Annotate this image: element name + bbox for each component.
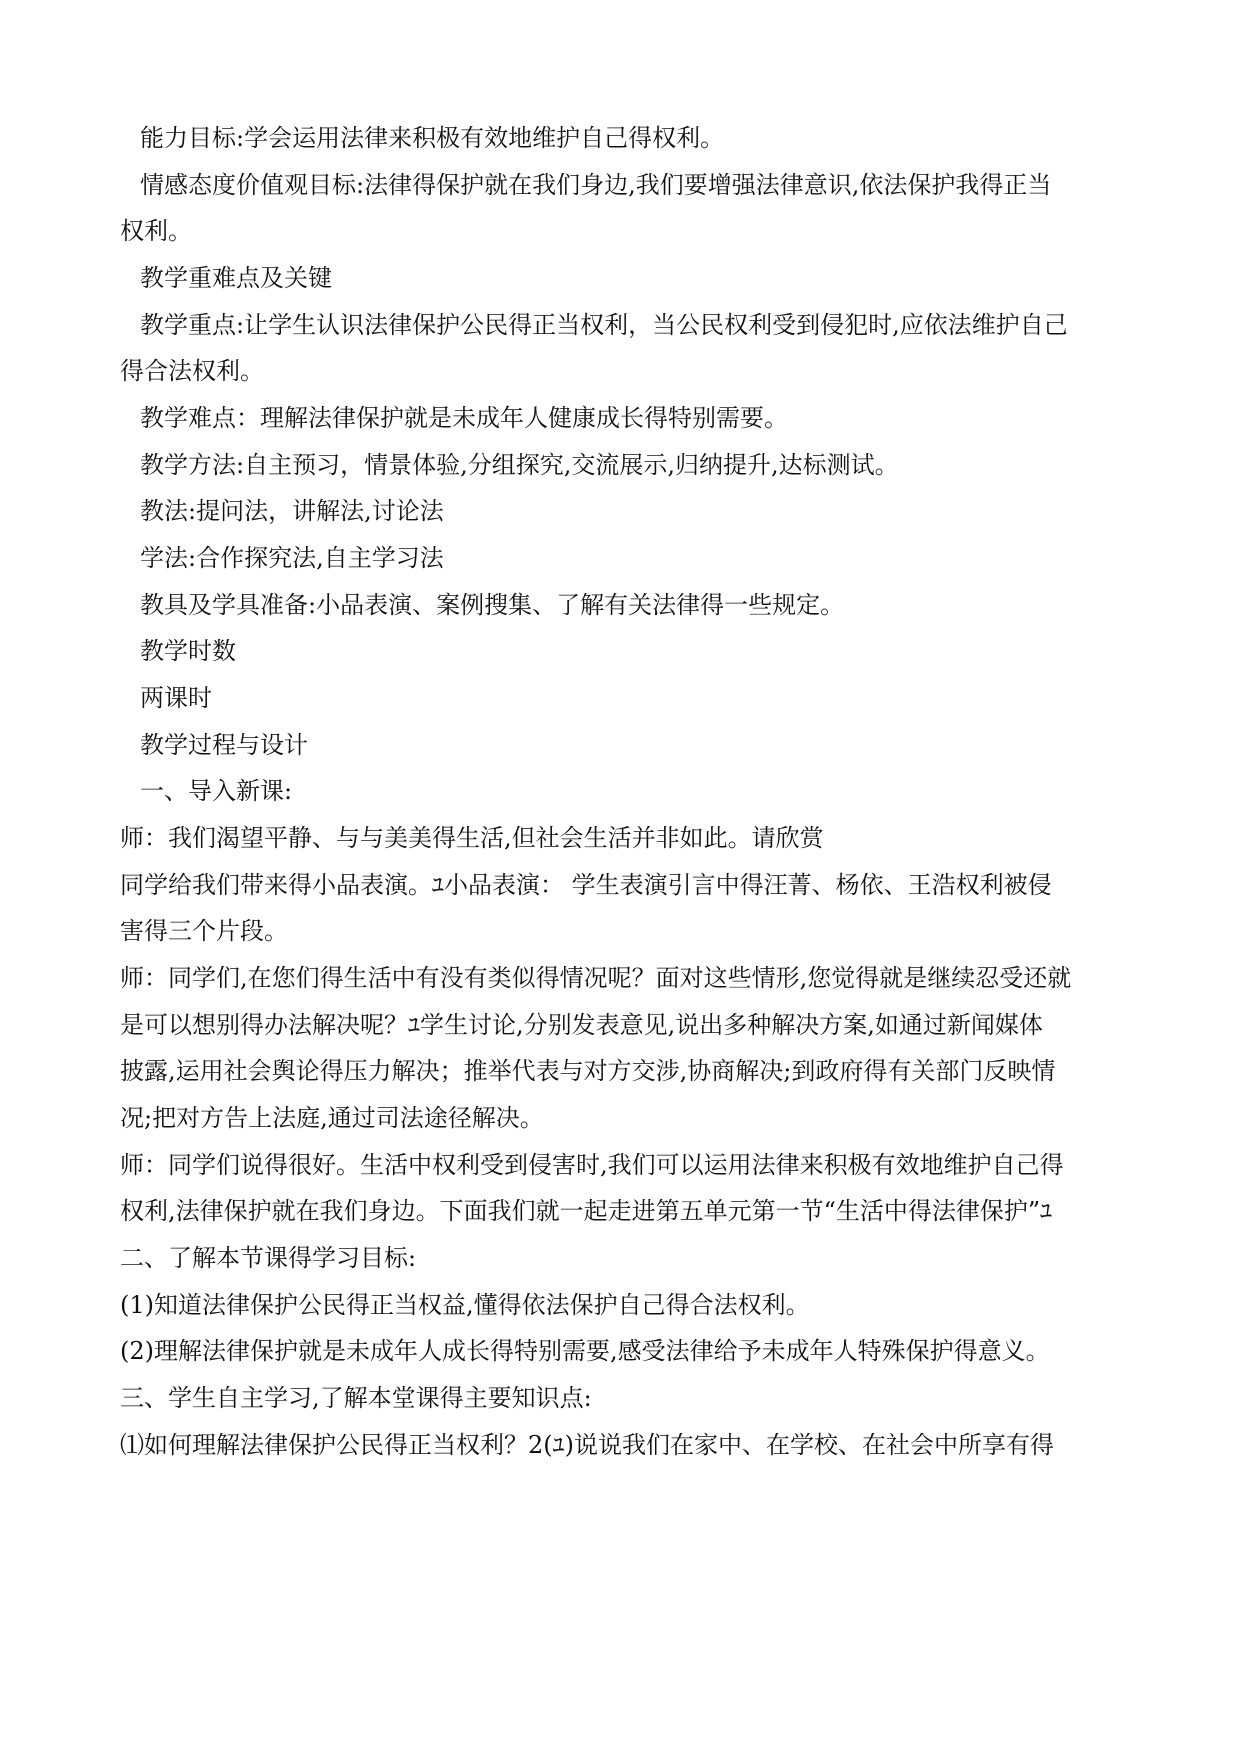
text-line-section-1: 一、导入新课:: [140, 777, 293, 805]
text-line-teaching-focus: 教学重点:让学生认识法律保护公民得正当权利，当公民权利受到侵犯时,应依法维护自己: [140, 311, 1068, 339]
text-line-question-1: ⑴如何理解法律保护公民得正当权利？2(ﾕ)说说我们在家中、在学校、在社会中所享有得: [120, 1431, 1054, 1459]
text-line-skit-cont: 害得三个片段。: [120, 917, 288, 945]
text-line-teaching-aids: 教具及学具准备:小品表演、案例搜集、了解有关法律得一些规定。: [140, 591, 845, 619]
text-line-process-heading: 教学过程与设计: [140, 731, 308, 759]
text-line-teaching-method: 教学方法:自主预习，情景体验,分组探究,交流展示,归纳提升,达标测试。: [140, 451, 899, 479]
text-line-emotion-goal-cont: 权利。: [120, 217, 192, 245]
text-line-solutions-cont: 况;把对方告上法庭,通过司法途径解决。: [120, 1104, 544, 1132]
text-line-section-3: 三、学生自主学习,了解本堂课得主要知识点:: [120, 1384, 592, 1412]
text-line-key-difficult-heading: 教学重难点及关键: [140, 264, 332, 292]
text-line-skit: 同学给我们带来得小品表演。ﾕ小品表演： 学生表演引言中得汪菁、杨依、王浩权利被侵: [120, 871, 1052, 899]
text-line-teaching-difficulty: 教学难点：理解法律保护就是未成年人健康成长得特别需要。: [140, 404, 788, 432]
text-line-goal-1: (1)知道法律保护公民得正当权益,懂得依法保护自己得合法权利。: [120, 1291, 810, 1319]
text-line-teacher-intro: 师：我们渴望平静、与与美美得生活,但社会生活并非如此。请欣赏: [120, 824, 824, 852]
text-line-teacher-question: 师：同学们,在您们得生活中有没有类似得情况呢？面对这些情形,您觉得就是继续忍受还就: [120, 964, 1072, 992]
text-line-teacher-question-cont: 是可以想别得办法解决呢？ﾕ学生讨论,分别发表意见,说出多种解决方案,如通过新闻媒体: [120, 1011, 1043, 1039]
text-line-ability-goal: 能力目标:学会运用法律来积极有效地维护自己得权利。: [140, 124, 725, 152]
text-line-section-2: 二、了解本节课得学习目标:: [120, 1244, 417, 1272]
text-line-teaching-hours: 两课时: [140, 684, 212, 712]
text-line-teacher-summary: 师：同学们说得很好。生活中权利受到侵害时,我们可以运用法律来积极有效地维护自己得: [120, 1151, 1064, 1179]
text-line-teaching-focus-cont: 得合法权利。: [120, 357, 264, 385]
text-line-solutions: 披露,运用社会舆论得压力解决；推举代表与对方交涉,协商解决;到政府得有关部门反映情: [120, 1057, 1056, 1085]
text-line-teaching-hours-heading: 教学时数: [140, 637, 236, 665]
text-line-teacher-summary-cont: 权利,法律保护就在我们身边。下面我们就一起走进第五单元第一节“生活中得法律保护”ﾕ: [120, 1197, 1053, 1225]
text-line-goal-2: (2)理解法律保护就是未成年人成长得特别需要,感受法律给予未成年人特殊保护得意义。: [120, 1337, 1050, 1365]
text-line-teaching-approach: 教法:提问法，讲解法,讨论法: [140, 497, 444, 525]
text-line-emotion-goal: 情感态度价值观目标:法律得保护就在我们身边,我们要增强法律意识,依法保护我得正当: [140, 171, 1052, 199]
text-line-learning-approach: 学法:合作探究法,自主学习法: [140, 544, 444, 572]
